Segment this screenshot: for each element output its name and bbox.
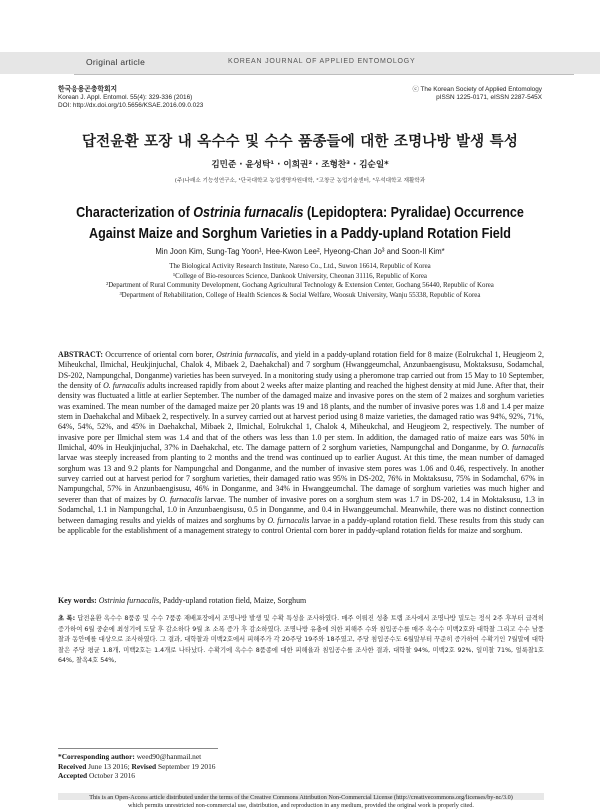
korean-authors: 김민준 · 윤성탁¹ · 이희권² · 조형찬³ · 김순일* [211,160,389,170]
affiliation-line: ²Department of Rural Community Development, Gochang Agricultural Technology & Extension Center, Gochang 56440, Republic of Korea [106,282,494,290]
open-access-notice [58,793,544,809]
korean-affiliations: (주)나래소 기능성연구소, ¹단국대학교 농업생명자원대학, ²고창군 농업기술센터, ³우석대학교 재활학과 [174,178,426,184]
affiliation-line: The Biological Activity Research Institute, Nareso Co., Ltd., Suwon 16614, Republic of Korea [169,263,431,270]
citation-block [58,86,203,110]
author-email: weed90@hanmail.net [134,752,202,761]
korean-abstract: 초 록: 답전윤환 옥수수 8품종 및 수수 7품종 재배포장에서 조명나방 발생 및 수확 특성을 조사하였다. 매주 이뤄진 성충 트랩 조사에서 조명나방 밀도는 정식 2주 후부터 급격히 증가하여 6월 중순에 최성기에 도달 후 감소하다 9월 초 소폭 증가 후 감소하였다. 조명나방 유충에 의한 피해주 수와 침입공수를 매주 옥수수 미백2호와 대학찰 그리고 수수 남풍찰과 동안메를 대상으로 조사하였다. 그 결과, 대학찰과 미백2호에서 피해주가 각 20주당 19주와 18주였고, 주당 침입공수도 6월말부터 꾸준히 증가하여 수확기인 7월말에 대학찰은 주당 평균 1.8개, 미백2호는 1.4개로 나타났다. 수확기에 옥수수 8품종에 대한 피해율과 침입공수를 조사한 결과, 대학찰 94%, 미백2호 92%, 일미찰 71%, 얼룩찰1호 64%, 찰옥4호 54%, [58,615,544,665]
keywords: Key words: Ostrinia furnacalis, Paddy-upland rotation field, Maize, Sorghum [58,596,307,605]
korean-abstract-label: 초 록: [58,615,76,622]
korean-title: 답전윤환 포장 내 옥수수 및 수수 품종들에 대한 조명나방 발생 특성 [81,134,519,150]
korean-journal-name: 한국응용곤충학회지 [58,86,118,93]
english-title-line2: Against Maize and Sorghum Varieties in a Paddy-upland Rotation Field [89,226,511,242]
english-title [42,203,558,245]
issn-line: pISSN 1225-0171, eISSN 2287-545X [436,94,542,101]
footnote-divider [58,748,218,749]
header-divider [74,74,574,75]
english-authors: Min Joon Kim, Sung-Tag Yoon¹, Hee-Kwon Lee², Hyeong-Chan Jo³ and Soon-Il Kim* [155,246,445,256]
english-abstract: ABSTRACT: Occurrence of oriental corn borer, Ostrinia furnacalis, and yield in a paddy-upland rotation field for 8 maize (Eolrukchal 1, Heugjeom 2, Miheukchal, Ilmichal, Heukjinjuchal, Chalok 4, Mibaek 2, Daehakchal) and 7 sorghum (Hwanggeumchal, Anzunbaengisusu, Moktaksusu, Sodamchal, DS-202, Nampungchal, Donganme) varieties has been surveyed. In a monitoring study using a pheromone trap carried out from 15 May to 10 September, the density of O. furnacalis adults increased rapidly from about 2 weeks after maize planting and reached the highest density at mid June. After that, their density was fluctuated a little at earlier September. The number of the damaged maize and invasive pores on the stem of 2 maizes and sorghum varieties was examined. The mean number of the damaged maize per 20 plants was 19 and 18 plants, and the number of invasive pores was 1.8 and 1.4 per maize stem in Daehakchal and Mibaek 2, respectively. In a survey carried out at harvest period using 8 maize varieties, the damaged ratio was 94%, 92%, 71%, 64%, 54%, 52%, and 45% in Daehakchal, Mibaek 2, Ilmichal, Eolrukchal 1, Chalok 4, Miheukchal, and Heugjeom 2, respectively. The number of invasive pore per Ilmichal stem was 1.4 and that of the others was less than 1.0 per stem. In addition, the damaged ratio of maize ears was 50% in Ilmichal, 40% in Heukjinjuchal, 37% in Daehakchal, etc. The damage pattern of 2 sorghum varieties, Nampungchal and Donganme, by O. furnacalis larvae was steeply increased from planting to 2 months and the trend was continued up to earlier August. At this time, the mean number of damaged sorghum was 13 and 9.2 plants for Nampungchal and Donganme, and the number of invasive stem pores was 1.06 and 0.46, respectively. In another survey carried out at harvest period for 7 sorghum varieties, their damaged ratio was 95% in DS-202, 76% in Moktaksusu, 75% in Sodamchal, 67% in Nampungchal, 57% in Anzunbaengisusu, 46% in Donganme, and 34% in Hwanggeumchal. The damage of sorghum varieties was much higher and severer than that of maizes by O. furnacalis larvae. The number of invasive pores on a sorghum stem was 1.7 in DS-202, 1.4 in Moktaksusu, 1.3 in Sodamchal, 1.1 in Nampungchal, 1.0 in Anzunbaengisusu, 0.5 in Donganme, and 0.4 in Hwanggeumchal. Meanwhile, there was no distinct connection between damaging results and yields of maizes and sorghums by O. furnacalis larvae in a paddy-upland rotation field. These results from this study can be applicable for the establishment of a management strategy to control Oriental corn borer in paddy-upland rotation fields for maize and sorghum. [58,350,544,535]
citation-doi: DOI: http://dx.doi.org/10.5656/KSAE.2016.09.0.023 [58,102,204,109]
english-title-line1: Characterization of Ostrinia furnacalis (Lepidoptera: Pyralidae) Occurrence [76,205,524,221]
abstract-label: ABSTRACT: [58,350,104,359]
species-name: Ostrinia furnacalis [193,205,304,221]
accepted-date: Accepted October 3 2016 [58,771,135,781]
society-block [412,86,542,102]
affiliation-line: ¹College of Bio-resources Science, Dankook University, Cheonan 31116, Republic of Korea [173,272,427,280]
journal-header-band [0,52,600,74]
affiliation-line: ³Department of Rehabilitation, College of Health Sciences & Social Welfare, Woosuk University, Wanju 55338, Republic of Korea [119,291,481,299]
license-line-1: This is an Open-Access article distributed under the terms of the Creative Commons Attribution Non-Commercial License (http://creativecommons.org/licenses/by-nc/3.0) [89,794,513,801]
citation-volume: Korean J. Appl. Entomol. 55(4): 329-336 (2016) [58,94,193,101]
footnote-block [58,752,215,781]
journal-name: KOREAN JOURNAL OF APPLIED ENTOMOLOGY [228,58,416,65]
license-line-2: which permits unrestricted non-commercial use, distribution, and reproduction in any medium, provided the original work is properly cited. [128,802,474,809]
english-affiliations [0,262,600,300]
corresponding-author: *Corresponding author: weed90@hanmail.net [58,752,202,761]
received-revised-dates: Received June 13 2016; Revised September 19 2016 [58,761,216,771]
society-copyright: ⓒ The Korean Society of Applied Entomology [412,86,542,93]
article-type-label: Original article [86,57,146,67]
keywords-label: Key words: [58,596,97,605]
